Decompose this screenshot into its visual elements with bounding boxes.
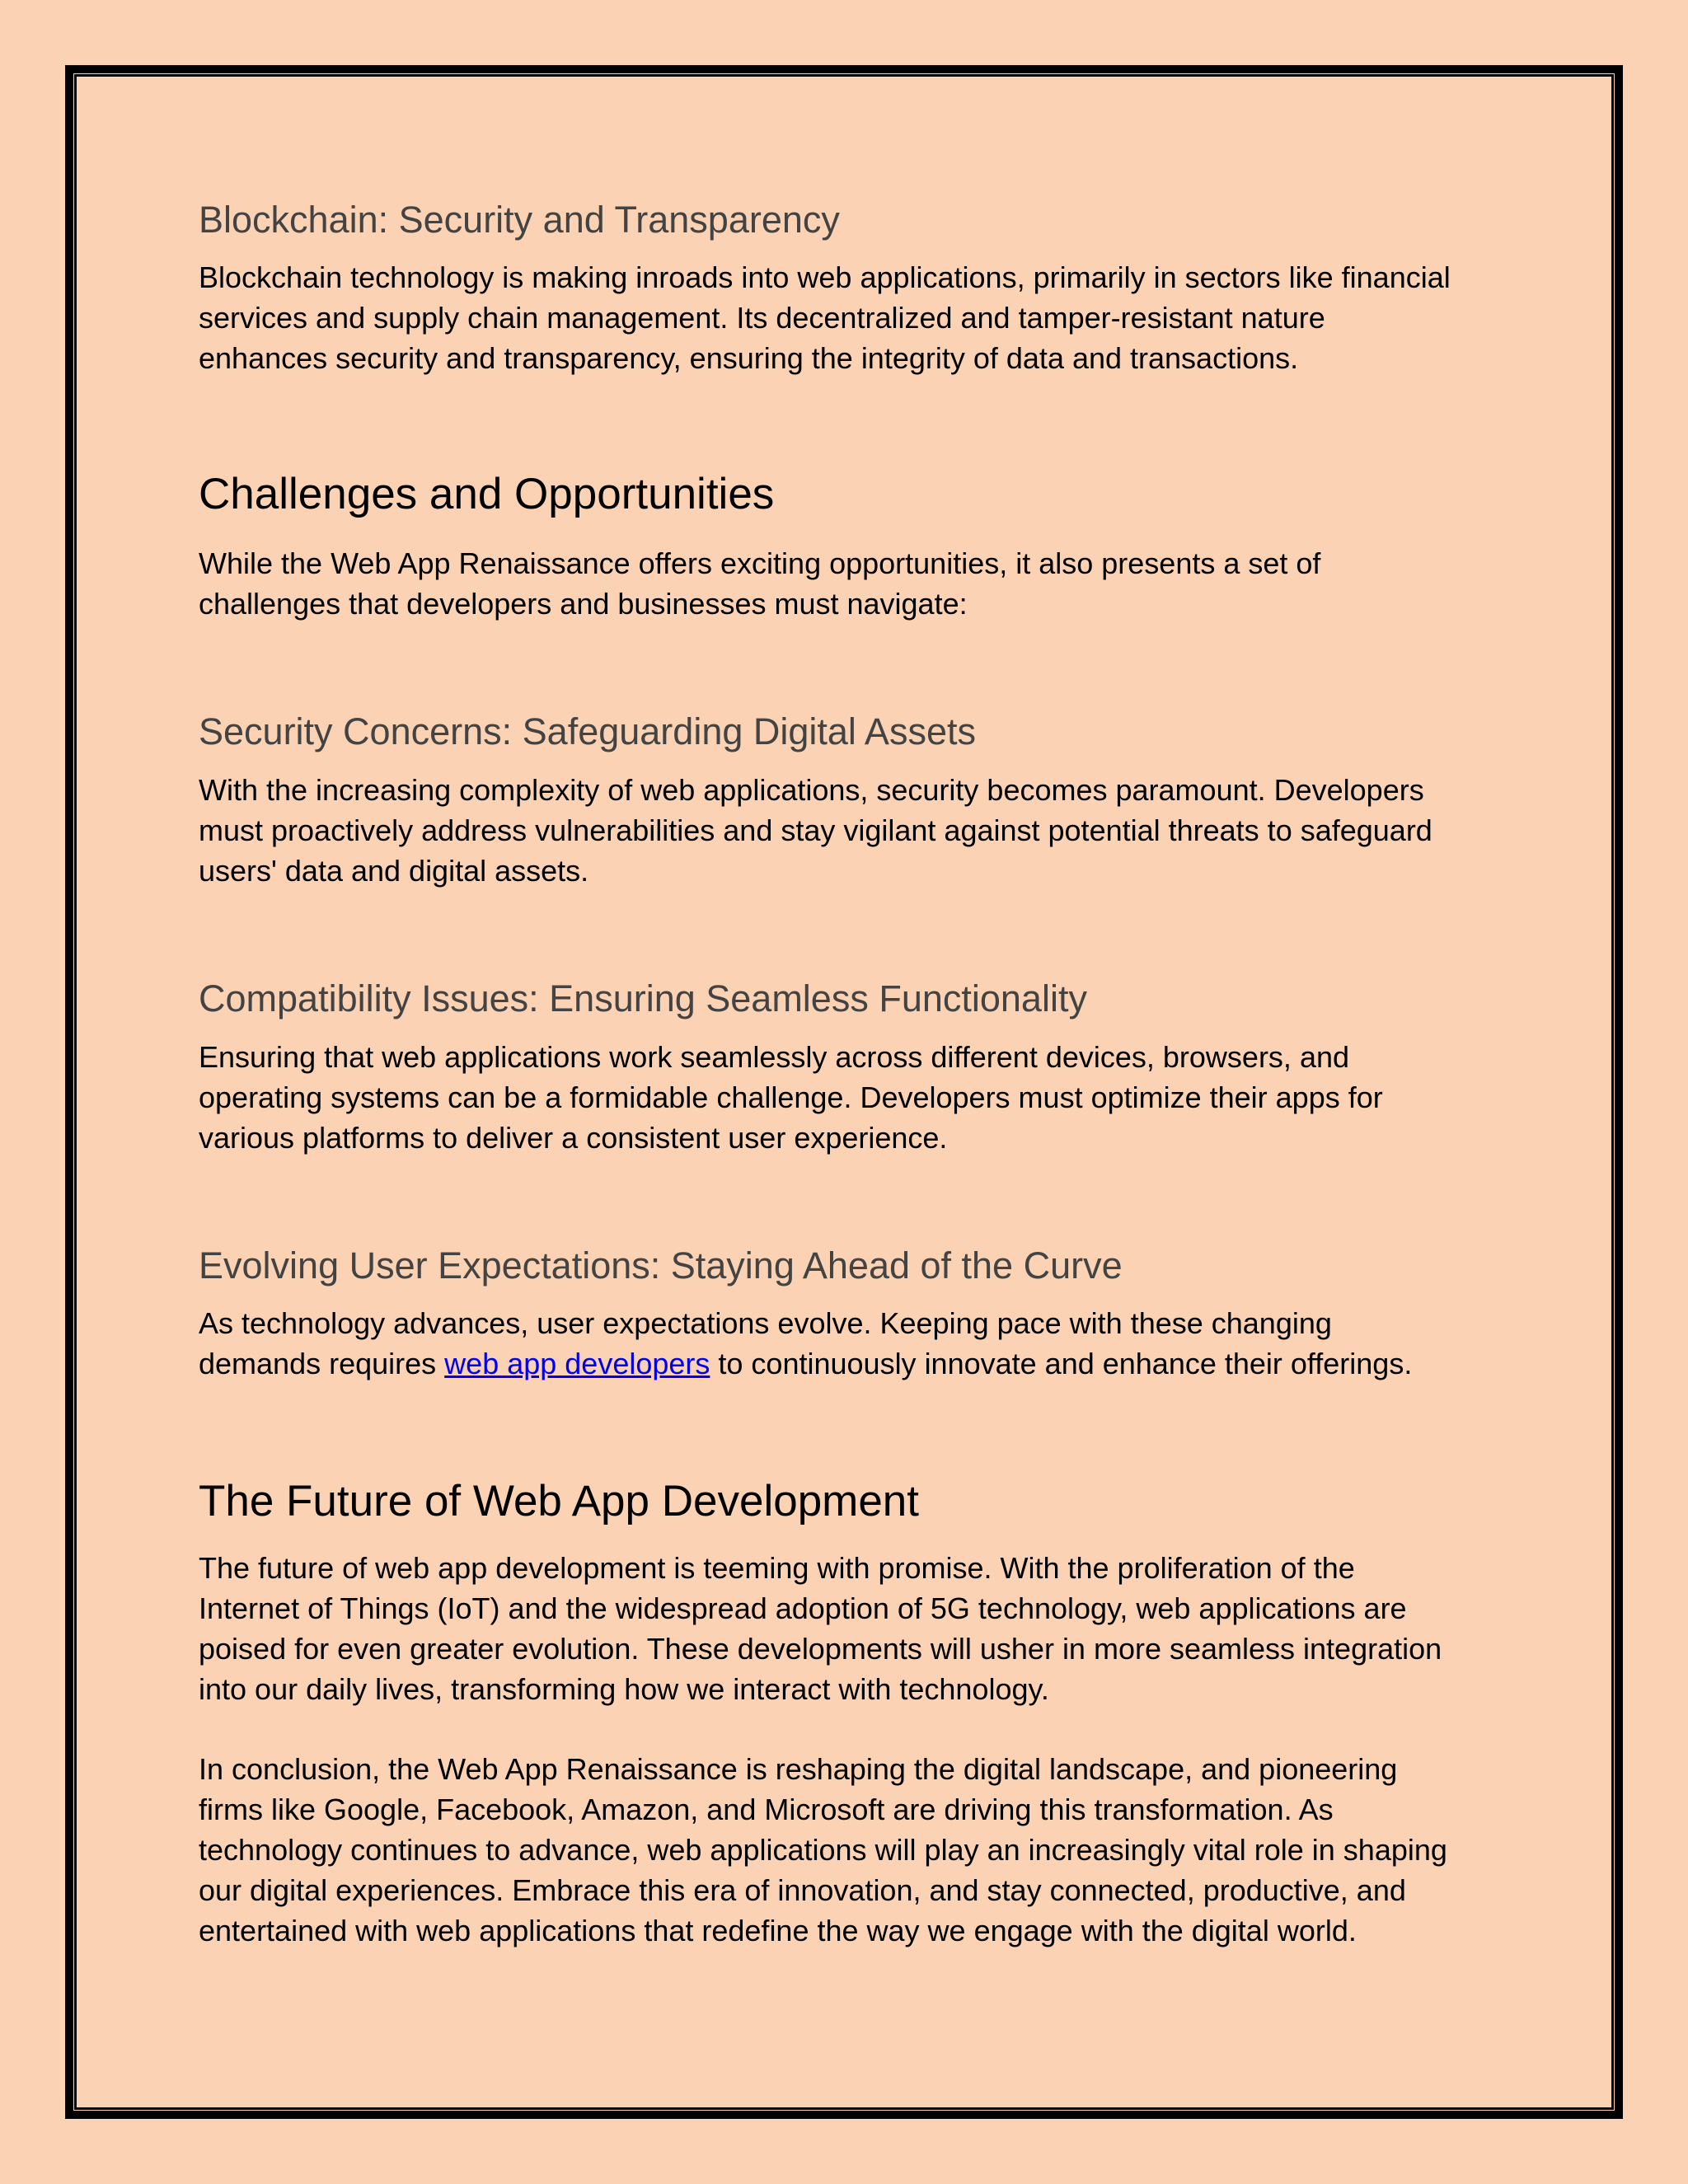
web-app-developers-link[interactable]: web app developers xyxy=(444,1347,710,1380)
text-segment: demands requires xyxy=(199,1347,445,1380)
text-line: enhances security and transparency, ensuring the integrity of data and transactions. xyxy=(199,341,1299,375)
text-line: The future of web app development is teeming with promise. With the proliferation of the xyxy=(199,1551,1355,1585)
text-line: While the Web App Renaissance offers exciting opportunities, it also presents a set of xyxy=(199,546,1321,580)
paragraph-expectations xyxy=(199,1303,1517,1384)
text-line: various platforms to deliver a consistent user experience. xyxy=(199,1121,948,1155)
text-line: users' data and digital assets. xyxy=(199,854,589,888)
heading-expectations: Evolving User Expectations: Staying Ahead of the Curve xyxy=(199,1244,1123,1286)
text-line: With the increasing complexity of web applications, security becomes paramount. Developers xyxy=(199,773,1424,807)
heading-blockchain: Blockchain: Security and Transparency xyxy=(199,199,840,241)
text-line: operating systems can be a formidable challenge. Developers must optimize their apps for xyxy=(199,1080,1383,1114)
text-line: firms like Google, Facebook, Amazon, and Microsoft are driving this transformation. As xyxy=(199,1793,1334,1826)
text-line: our digital experiences. Embrace this era of innovation, and stay connected, productive, and xyxy=(199,1873,1406,1907)
heading-challenges: Challenges and Opportunities xyxy=(199,470,775,518)
text-line: Ensuring that web applications work seamlessly across different devices, browsers, and xyxy=(199,1040,1350,1074)
heading-future: The Future of Web App Development xyxy=(199,1477,920,1526)
text-line: technology continues to advance, web applications will play an increasingly vital role in shaping xyxy=(199,1833,1447,1867)
text-line: services and supply chain management. Its decentralized and tamper-resistant nature xyxy=(199,301,1325,335)
text-segment: to continuously innovate and enhance their offerings. xyxy=(710,1347,1413,1380)
heading-security: Security Concerns: Safeguarding Digital Assets xyxy=(199,710,976,752)
text-line: challenges that developers and businesses must navigate: xyxy=(199,587,968,621)
text-line: must proactively address vulnerabilities and stay vigilant against potential threats to safeguard xyxy=(199,813,1432,847)
text-line: In conclusion, the Web App Renaissance is reshaping the digital landscape, and pioneering xyxy=(199,1752,1398,1786)
paragraph-challenges xyxy=(199,543,1517,624)
paragraph-compatibility xyxy=(199,1037,1517,1158)
paragraph-future-2 xyxy=(199,1749,1517,1951)
heading-compatibility: Compatibility Issues: Ensuring Seamless Functionality xyxy=(199,977,1087,1019)
text-line xyxy=(199,1343,1517,1384)
text-line: Internet of Things (IoT) and the widespread adoption of 5G technology, web applications are xyxy=(199,1591,1407,1625)
text-line: entertained with web applications that redefine the way we engage with the digital world. xyxy=(199,1914,1357,1947)
text-line: As technology advances, user expectations evolve. Keeping pace with these changing xyxy=(199,1306,1332,1340)
text-line: poised for even greater evolution. These developments will usher in more seamless integration xyxy=(199,1632,1442,1666)
text-line: into our daily lives, transforming how we interact with technology. xyxy=(199,1672,1049,1706)
text-line: Blockchain technology is making inroads into web applications, primarily in sectors like financial xyxy=(199,260,1451,294)
paragraph-security xyxy=(199,770,1517,891)
paragraph-future-1 xyxy=(199,1548,1517,1709)
paragraph-blockchain xyxy=(199,257,1517,378)
